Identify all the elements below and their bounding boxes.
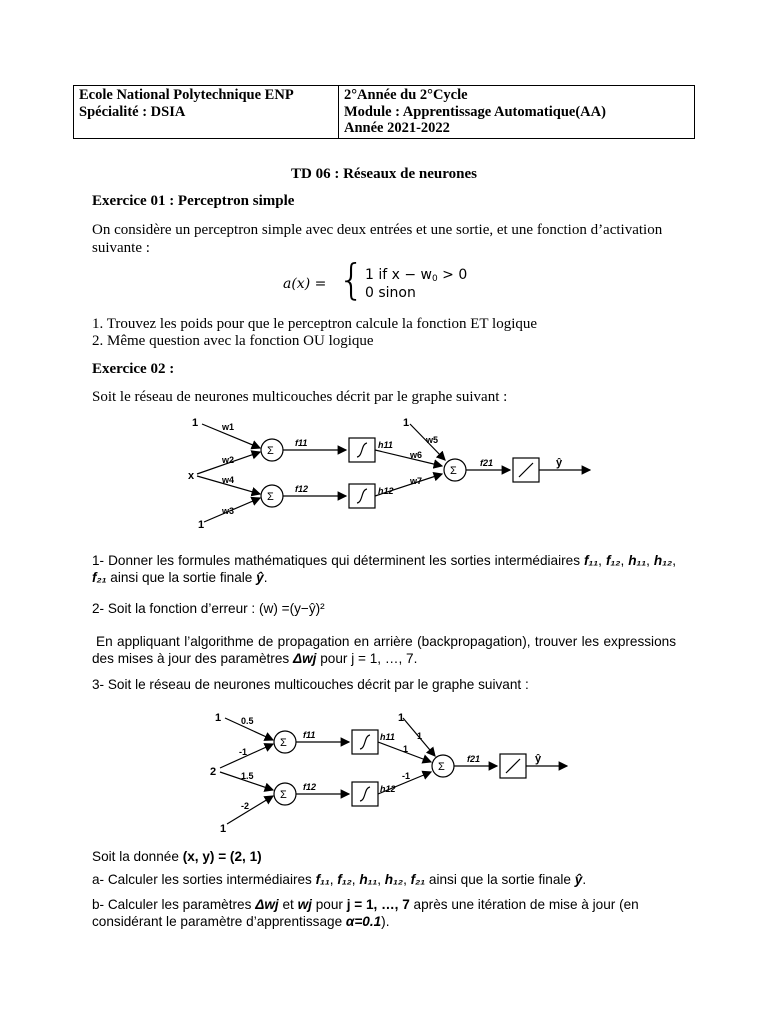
d2-w-05: 0.5 [241, 716, 254, 726]
d1-w2: w2 [222, 455, 235, 465]
d2-bias-one: 1 [398, 712, 405, 724]
d2-input-one-top: 1 [215, 712, 222, 724]
ex2-question-3: 3- Soit le réseau de neurones multicouches décrit par le graphe suivant : [92, 677, 529, 692]
header-left-cell [74, 86, 339, 138]
d2-w-1b: 1 [403, 744, 409, 754]
d2-f12: f12 [303, 782, 317, 792]
d1-input-one-bottom: 1 [198, 519, 205, 531]
question-b: b- Calculer les paramètres Δwj et wj pour j = 1, …, 7 après une itération de mise à jour (en considérant le paramètre d’apprentissage α=0.1). [92, 897, 639, 929]
module-name: Module : Apprentissage Automatique(AA) [344, 103, 606, 120]
school-name: Ecole National Polytechnique ENP [79, 87, 294, 103]
d2-w-m1b: -1 [402, 771, 411, 781]
ex1-intro-line1: On considère un perceptron simple avec deux entrées et une sortie, et une fonction d’activation [92, 222, 663, 238]
d1-input-x: x [188, 470, 195, 482]
formula-brace: { [338, 255, 365, 304]
d1-input-one-top: 1 [192, 417, 199, 429]
d2-sigma-1: Σ [280, 737, 287, 749]
d1-w7: w7 [410, 476, 423, 486]
d1-sigma-2: Σ [267, 491, 274, 503]
d2-f11: f11 [303, 730, 316, 740]
ex2-question-2: 2- Soit la fonction d’erreur : (w) =(y−ŷ)² [92, 601, 325, 616]
ex2-question-2-backprop: En appliquant l’algorithme de propagation en arrière (backpropagation), trouver les expressions des mises à jour des paramètres Δwj pour j = 1, …, 7. [92, 634, 676, 666]
d1-w4: w4 [222, 475, 235, 485]
d2-w-1a: 1 [417, 731, 423, 741]
d1-w1: w1 [222, 422, 235, 432]
d2-w-m1a: -1 [239, 747, 248, 757]
d1-bias-one: 1 [403, 417, 410, 429]
question-a: a- Calculer les sorties intermédiaires f₁₁, f₁₂, h₁₁, h₁₂, f₂₁ ainsi que la sortie finale ŷ. [92, 872, 587, 887]
d1-f11: f11 [295, 438, 308, 448]
d1-w6: w6 [410, 450, 423, 460]
d2-w-m2: -2 [241, 801, 250, 811]
network-diagram-1 [180, 410, 600, 535]
d2-sigma-3: Σ [438, 761, 445, 773]
d2-input-one-bottom: 1 [220, 823, 227, 835]
ex1-question-2: 2. Même question avec la fonction OU logique [92, 333, 374, 349]
d2-h11: h11 [380, 732, 395, 742]
d1-w5: w5 [426, 435, 439, 445]
page-title: TD 06 : Réseaux de neurones [291, 166, 477, 182]
d2-h12: h12 [380, 784, 396, 794]
d1-f12: f12 [295, 484, 309, 494]
data-line: Soit la donnée (x, y) = (2, 1) [92, 849, 262, 864]
d1-sigma-3: Σ [450, 465, 457, 477]
d2-w-15: 1.5 [241, 771, 254, 781]
ex1-intro-line2: suivante : [92, 240, 150, 256]
d2-input-two: 2 [210, 766, 217, 778]
d2-f21: f21 [467, 754, 481, 764]
header-table [73, 85, 695, 139]
d1-yhat: ŷ [556, 457, 563, 469]
ex1-heading: Exercice 01 : Perceptron simple [92, 193, 295, 209]
d1-h12: h12 [378, 486, 394, 496]
ex2-intro: Soit le réseau de neurones multicouches décrit par le graphe suivant : [92, 389, 508, 405]
network-diagram-2 [205, 706, 575, 838]
d2-yhat: ŷ [535, 753, 542, 765]
year-cycle: 2°Année du 2°Cycle [344, 87, 468, 103]
ex2-heading: Exercice 02 : [92, 361, 175, 377]
ex2-question-1: 1- Donner les formules mathématiques qui déterminent les sorties intermédiaires f₁₁, f₁₂, h₁₁, h₁₂, f₂₁ ainsi que la sortie finale ŷ. [92, 553, 676, 585]
academic-year: Année 2021-2022 [344, 120, 450, 136]
d1-sigma-1: Σ [267, 445, 274, 457]
d1-f21: f21 [480, 458, 494, 468]
formula-lhs: a(x) = [283, 276, 327, 292]
d1-h11: h11 [378, 440, 393, 450]
specialty: Spécialité : DSIA [79, 103, 186, 120]
d2-sigma-2: Σ [280, 789, 287, 801]
header-right-cell [339, 86, 694, 138]
ex1-question-1: 1. Trouvez les poids pour que le perceptron calcule la fonction ET logique [92, 316, 538, 332]
formula-case-1: 1 if $x - w_0 > 0$ [365, 267, 468, 284]
d1-w3: w3 [222, 506, 235, 516]
formula-case-2: 0 sinon [365, 285, 416, 301]
